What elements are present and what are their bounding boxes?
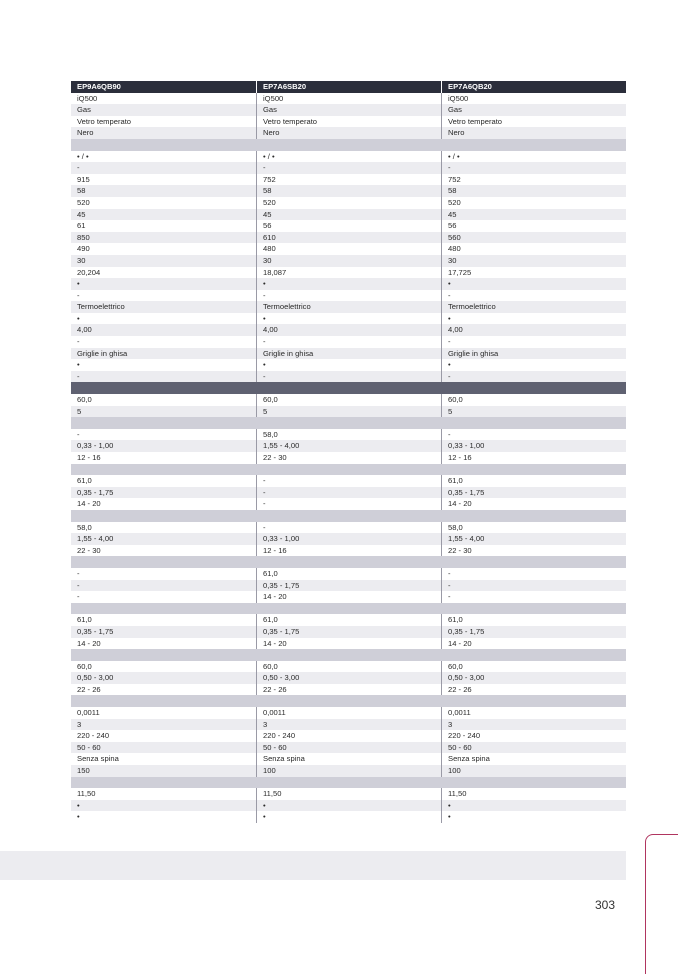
table-cell: 3 [77,719,82,729]
table-cell: 58,0 [441,522,626,534]
table-cell: - [441,290,626,302]
table-cell [441,777,626,789]
section-separator-row [71,649,626,661]
table-cell: 610 [256,232,441,244]
table-row [71,753,626,765]
table-cell [441,556,626,568]
table-cell: • [441,278,626,290]
table-cell: 1,55 - 4,00 [441,533,626,545]
table-row [71,324,626,336]
table-cell: 1,55 - 4,00 [77,534,114,544]
table-cell: Nero [441,127,626,139]
table-row [71,719,626,731]
table-row [71,672,626,684]
table-cell: 11,50 [441,788,626,800]
table-cell [71,556,256,568]
table-cell: - [77,337,80,347]
table-cell: - [256,371,441,383]
table-cell: 50 - 60 [77,742,101,752]
table-row [71,162,626,174]
table-header-row [71,81,626,93]
table-cell: - [441,429,626,441]
table-row [71,336,626,348]
table-cell [71,417,256,429]
section-separator-row [71,695,626,707]
table-cell: Senza spina [256,753,441,765]
table-cell: - [441,580,626,592]
table-row [71,614,626,626]
table-cell: 12 - 16 [256,545,441,557]
table-row [71,104,626,116]
table-cell: 0,35 - 1,75 [256,626,441,638]
table-cell: • [77,360,80,370]
table-cell: • [441,800,626,812]
table-cell: 0,50 - 3,00 [441,672,626,684]
section-separator-row [71,556,626,568]
table-cell: Gas [77,105,91,115]
table-cell [71,139,256,151]
table-row [71,661,626,673]
table-cell: • [256,811,441,823]
table-cell: 480 [256,243,441,255]
table-cell: 61,0 [441,475,626,487]
table-cell [256,139,441,151]
table-cell: Vetro temperato [77,116,132,126]
table-cell: - [256,290,441,302]
table-row [71,406,626,418]
table-cell: Gas [256,104,441,116]
table-cell: 0,0011 [256,707,441,719]
table-cell [71,695,256,707]
table-cell: 0,35 - 1,75 [256,580,441,592]
column-header: EP7A6SB20 [256,81,441,93]
table-cell: • [77,812,80,822]
table-row [71,730,626,742]
table-cell: 4,00 [441,324,626,336]
table-cell: 0,35 - 1,75 [441,487,626,499]
table-row [71,626,626,638]
table-cell: - [77,163,80,173]
table-cell: 14 - 20 [441,638,626,650]
table-cell: 520 [441,197,626,209]
table-cell: iQ500 [441,93,626,105]
table-cell: 61,0 [77,615,92,625]
table-cell: 30 [256,255,441,267]
table-cell: 5 [77,406,82,416]
table-cell: Senza spina [441,753,626,765]
table-cell: Gas [441,104,626,116]
page-number: 303 [595,898,616,912]
table-cell [256,382,441,394]
table-row [71,800,626,812]
table-cell: 45 [441,209,626,221]
table-row [71,278,626,290]
column-header: EP7A6QB20 [441,81,626,93]
table-cell: 3 [256,719,441,731]
table-cell: 480 [441,243,626,255]
table-cell: Nero [77,128,94,138]
table-cell: 58 [77,186,86,196]
table-cell: 22 - 26 [441,684,626,696]
table-row [71,498,626,510]
table-row [71,487,626,499]
table-row [71,197,626,209]
table-cell: • [441,811,626,823]
table-cell [441,382,626,394]
table-cell: Termoelettrico [77,302,125,312]
table-cell: - [77,429,80,439]
table-cell: - [256,475,441,487]
table-cell: - [77,568,80,578]
table-cell: 22 - 30 [441,545,626,557]
table-cell: 60,0 [441,661,626,673]
table-cell: 4,00 [77,325,92,335]
table-cell: Vetro temperato [441,116,626,128]
table-row [71,707,626,719]
table-cell: • [256,313,441,325]
table-cell: - [77,371,80,381]
table-row [71,232,626,244]
table-cell: 56 [256,220,441,232]
table-row [71,765,626,777]
table-cell [71,382,256,394]
table-cell: • [441,313,626,325]
table-cell: - [256,336,441,348]
section-separator-row [71,603,626,615]
table-cell: Termoelettrico [256,301,441,313]
section-separator-row [71,417,626,429]
table-cell: • [441,359,626,371]
table-cell: • [77,800,80,810]
table-row [71,522,626,534]
table-cell [441,417,626,429]
table-cell: Senza spina [77,754,119,764]
table-cell [256,556,441,568]
table-cell: 22 - 30 [256,452,441,464]
table-cell: Nero [256,127,441,139]
table-cell: - [441,371,626,383]
table-row [71,185,626,197]
table-cell: 61,0 [256,614,441,626]
table-row [71,93,626,105]
table-cell [441,649,626,661]
table-cell [256,510,441,522]
table-row [71,591,626,603]
table-row [71,290,626,302]
table-row [71,359,626,371]
table-cell: 490 [77,244,90,254]
table-row [71,684,626,696]
table-row [71,116,626,128]
table-cell: 12 - 16 [77,453,101,462]
table-cell: - [256,498,441,510]
table-cell: - [441,591,626,603]
table-cell: • [77,313,80,323]
table-cell: 14 - 20 [256,638,441,650]
section-separator-row [71,510,626,522]
table-cell: • [256,800,441,812]
table-cell: 0,35 - 1,75 [77,487,114,497]
table-cell: 50 - 60 [256,742,441,754]
table-cell: 30 [77,255,86,265]
spec-table [71,81,626,823]
table-cell: 3 [441,719,626,731]
table-cell: - [441,162,626,174]
table-cell: 14 - 20 [77,499,101,509]
table-cell: 560 [441,232,626,244]
table-cell: Griglie in ghisa [77,348,128,358]
table-cell: 50 - 60 [441,742,626,754]
table-cell: 0,35 - 1,75 [441,626,626,638]
table-row [71,174,626,186]
table-row [71,742,626,754]
table-cell: 850 [77,232,90,242]
table-cell: 61,0 [441,614,626,626]
table-cell: 0,35 - 1,75 [77,626,114,636]
table-row [71,568,626,580]
table-cell: - [77,592,80,602]
table-cell: • / • [256,151,441,163]
table-cell: 520 [77,197,90,207]
table-row [71,638,626,650]
table-row [71,429,626,441]
table-cell: 17,725 [441,267,626,279]
table-cell [441,695,626,707]
table-cell: 11,50 [77,789,96,799]
table-cell: 1,55 - 4,00 [256,440,441,452]
table-cell: 752 [256,174,441,186]
table-cell: - [256,162,441,174]
table-cell: 0,0011 [441,707,626,719]
table-cell: 0,33 - 1,00 [441,440,626,452]
table-row [71,267,626,279]
table-row [71,440,626,452]
table-cell: • [77,279,80,289]
table-cell: 0,33 - 1,00 [256,533,441,545]
table-row [71,243,626,255]
table-cell: 30 [441,255,626,267]
table-row [71,811,626,823]
table-cell: 0,33 - 1,00 [77,441,114,451]
table-cell [441,603,626,615]
table-cell: 14 - 20 [77,638,101,648]
table-cell [256,777,441,789]
table-cell: - [441,336,626,348]
table-cell: 520 [256,197,441,209]
table-cell: 56 [441,220,626,232]
table-row [71,220,626,232]
table-cell: 150 [77,766,90,776]
table-cell: • / • [441,151,626,163]
table-cell: - [256,522,441,534]
table-cell: 45 [77,209,86,219]
table-cell: iQ500 [256,93,441,105]
table-cell: 22 - 30 [77,545,101,555]
table-cell: Griglie in ghisa [256,348,441,360]
table-row [71,580,626,592]
table-cell: • [256,278,441,290]
table-cell [71,777,256,789]
table-cell: 220 - 240 [256,730,441,742]
table-row [71,394,626,406]
table-cell: 58 [441,185,626,197]
table-row [71,452,626,464]
table-row [71,127,626,139]
column-header: EP9A6QB90 [77,82,121,91]
table-cell: Vetro temperato [256,116,441,128]
table-cell: 45 [256,209,441,221]
table-cell: 220 - 240 [77,731,110,741]
table-cell: 100 [441,765,626,777]
table-cell: 60,0 [77,661,92,671]
table-cell: 58 [256,185,441,197]
table-cell: • / • [77,151,89,161]
table-cell: 60,0 [256,394,441,406]
table-cell: 14 - 20 [256,591,441,603]
table-cell [256,603,441,615]
table-cell [256,649,441,661]
table-cell: 0,50 - 3,00 [77,673,114,683]
table-cell: 220 - 240 [441,730,626,742]
table-cell: 58,0 [77,522,92,532]
table-row [71,209,626,221]
table-cell [71,649,256,661]
table-cell: 61,0 [77,476,92,486]
table-cell: iQ500 [77,93,98,103]
table-cell: - [77,580,80,590]
table-cell: 60,0 [77,395,92,405]
table-row [71,255,626,267]
section-separator-row [71,139,626,151]
table-cell [256,695,441,707]
table-cell: 4,00 [256,324,441,336]
table-cell [71,603,256,615]
table-cell: 14 - 20 [441,498,626,510]
table-row [71,371,626,383]
table-cell: 100 [256,765,441,777]
corner-tab-decoration [645,834,678,974]
table-cell: Griglie in ghisa [441,348,626,360]
table-cell: - [256,487,441,499]
table-cell: 22 - 26 [256,684,441,696]
table-cell: 18,087 [256,267,441,279]
table-row [71,301,626,313]
table-cell: 5 [441,406,626,418]
table-cell: 20,204 [77,267,101,277]
table-cell: 5 [256,406,441,418]
table-row [71,533,626,545]
table-cell: 0,50 - 3,00 [256,672,441,684]
table-cell: 22 - 26 [77,684,101,694]
table-cell [441,510,626,522]
table-cell: 12 - 16 [441,452,626,464]
table-cell: 61 [77,221,86,231]
table-cell: Termoelettrico [441,301,626,313]
table-row [71,475,626,487]
table-cell: 11,50 [256,788,441,800]
table-cell: - [441,568,626,580]
section-separator-row [71,464,626,476]
table-row [71,313,626,325]
table-cell [441,464,626,476]
table-cell: 60,0 [256,661,441,673]
table-cell: 58,0 [256,429,441,441]
table-cell [256,417,441,429]
table-cell: • [256,359,441,371]
table-cell: 752 [441,174,626,186]
table-row [71,788,626,800]
table-cell [71,464,256,476]
table-cell: 61,0 [256,568,441,580]
table-row [71,545,626,557]
table-cell: 60,0 [441,394,626,406]
table-cell: - [77,290,80,300]
table-cell [71,510,256,522]
table-cell: 0,0011 [77,708,100,718]
table-cell [256,464,441,476]
footer-band [0,851,626,880]
section-separator-row-dark [71,382,626,394]
table-cell [441,139,626,151]
table-row [71,151,626,163]
table-cell: 915 [77,174,90,184]
table-row [71,348,626,360]
section-separator-row [71,777,626,789]
